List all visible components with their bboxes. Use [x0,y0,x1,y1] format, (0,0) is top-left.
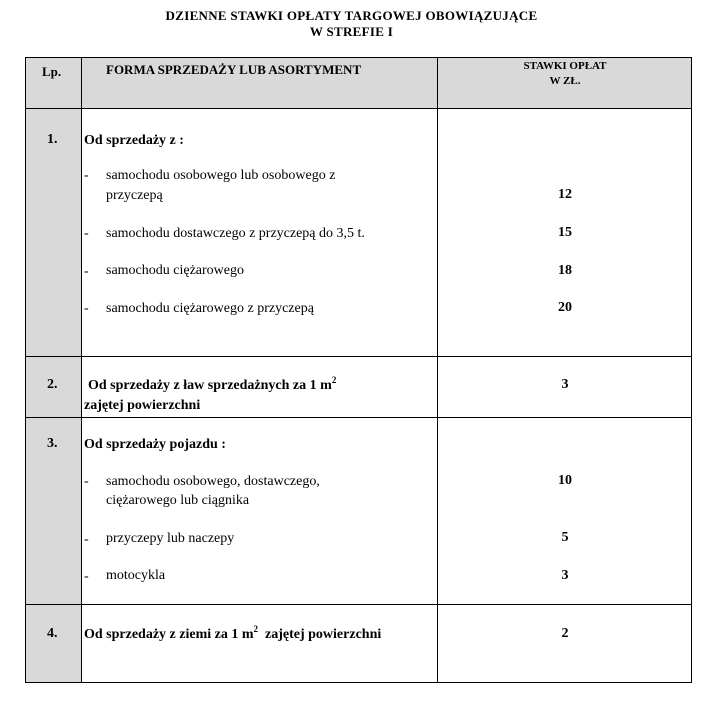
row-number: 4. [47,626,58,641]
section-heading: Od sprzedaży pojazdu : [84,437,226,452]
list-item-continuation: przyczepą [106,188,163,203]
lp-column-shading [26,108,82,682]
row-separator [25,417,692,418]
header-forma: FORMA SPRZEDAŻY LUB ASORTYMENT [106,62,362,77]
row-separator [25,356,692,357]
superscript: 2 [331,375,337,385]
document-subtitle: W STREFIE I [309,24,394,39]
table-border-right [691,57,692,683]
header-lp: Lp. [42,64,62,79]
list-item: samochodu ciężarowego [106,263,244,278]
list-dash: - [84,226,89,241]
rate-value: 15 [558,225,572,240]
section-heading-text: zajętej powierzchni [258,627,382,642]
column-separator [437,57,438,683]
list-dash: - [84,301,89,316]
row-number: 3. [47,436,58,451]
table-border-top [25,57,692,58]
section-heading [88,376,336,395]
rate-value: 20 [558,300,572,315]
list-item: samochodu osobowego lub osobowego z [106,168,336,183]
rate-value: 5 [561,530,569,545]
row-number: 2. [47,377,58,392]
list-item: samochodu dostawczego z przyczepą do 3,5 t. [106,226,365,241]
header-separator [25,108,692,109]
section-heading-text: Od sprzedaży z ław sprzedażnych za 1 m [88,378,332,393]
section-heading [84,625,381,644]
list-dash: - [84,474,89,489]
list-item: przyczepy lub naczepy [106,531,235,546]
rate-value: 12 [558,187,572,202]
list-item-continuation: ciężarowego lub ciągnika [106,493,250,508]
rate-value: 10 [558,473,572,488]
list-dash: - [84,168,89,183]
list-item: motocykla [106,568,166,583]
rate-value: 3 [561,568,569,583]
table-border-left [25,57,26,683]
rate-value: 18 [558,263,572,278]
rate-value: 2 [561,626,569,641]
row-number: 1. [47,132,58,147]
rate-value: 3 [561,377,569,392]
list-dash: - [84,532,89,547]
row-separator [25,604,692,605]
section-heading-continuation: zajętej powierzchni [84,398,201,413]
superscript: 2 [253,624,259,634]
document-title: DZIENNE STAWKI OPŁATY TARGOWEJ OBOWIĄZUJĄCE [165,8,538,23]
header-stawki-line1: STAWKI OPŁAT [523,60,607,72]
column-separator [81,57,82,683]
section-heading: Od sprzedaży z : [84,133,184,148]
list-dash: - [84,569,89,584]
list-dash: - [84,264,89,279]
header-stawki-line2: W ZŁ. [549,75,581,87]
list-item: samochodu ciężarowego z przyczepą [106,301,314,316]
list-item: samochodu osobowego, dostawczego, [106,474,320,489]
section-heading-text: Od sprzedaży z ziemi za 1 m [84,627,254,642]
table-border-bottom [25,682,692,683]
